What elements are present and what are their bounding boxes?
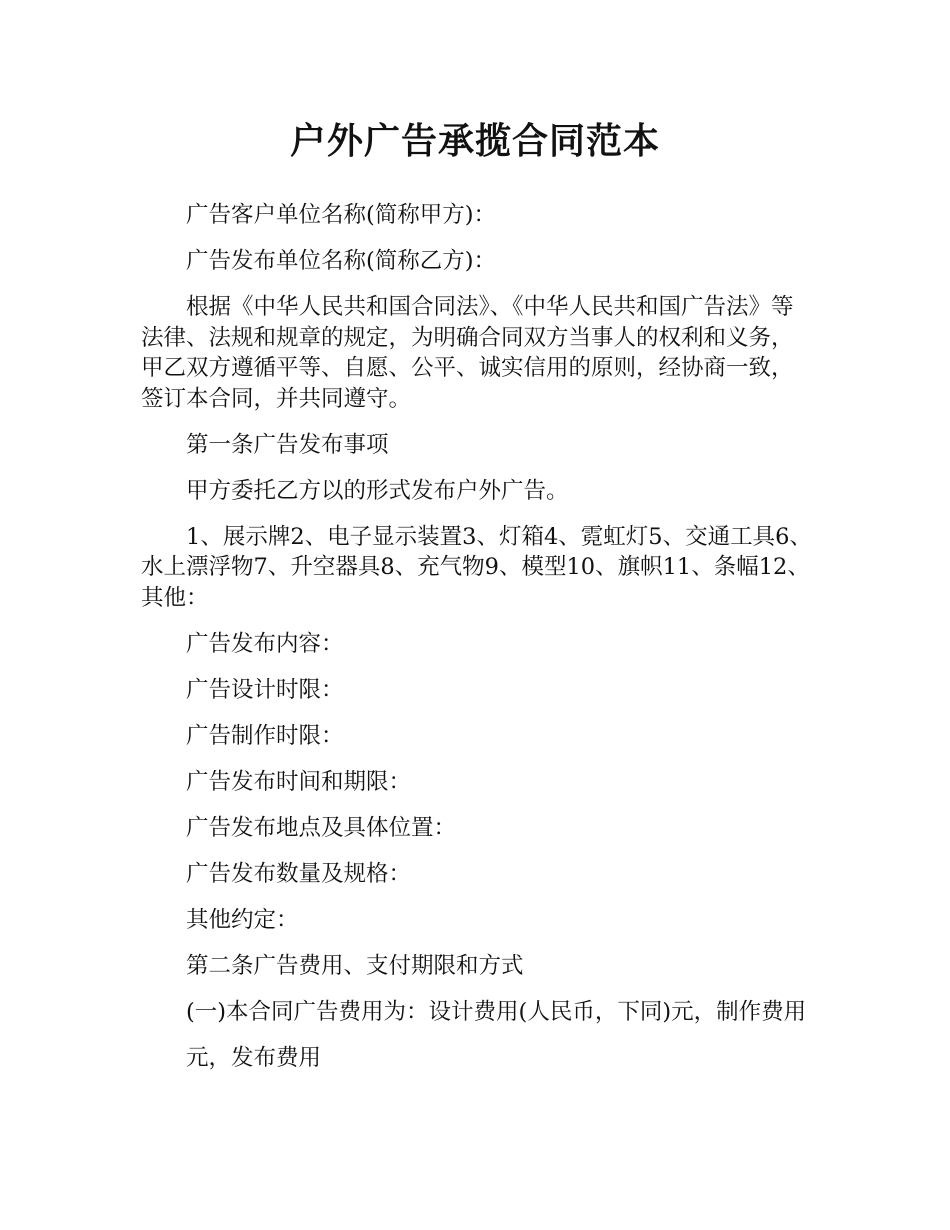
paragraph-production-time: 广告制作时限： [186, 722, 344, 749]
paragraph-article-1-heading: 第一条广告发布事项 [186, 431, 389, 458]
paragraph-preamble: 根据《中华人民共和国合同法》、《中华人民共和国广告法》等法律、法规和规章的规定，为明确合同双方当事人的权利和义务，甲乙双方遵循平等、自愿、公平、诚实信用的原则，经协商一致，签订本合同，并共同遵守。 [141, 294, 794, 412]
paragraph-publish-location: 广告发布地点及具体位置： [186, 814, 457, 841]
paragraph-party-a: 广告客户单位名称(简称甲方)： [186, 202, 497, 228]
paragraph-publish-period: 广告发布时间和期限： [186, 768, 412, 795]
paragraph-fee-publish: 元，发布费用 [186, 1044, 322, 1071]
paragraph-party-b: 广告发布单位名称(简称乙方)： [186, 248, 497, 274]
paragraph-ad-content: 广告发布内容： [186, 630, 344, 657]
document-title: 户外广告承揽合同范本 [289, 121, 660, 162]
paragraph-other-terms: 其他约定： [186, 906, 299, 933]
paragraph-entrust: 甲方委托乙方以的形式发布户外广告。 [186, 477, 569, 504]
paragraph-publish-quantity: 广告发布数量及规格： [186, 860, 412, 887]
paragraph-design-time: 广告设计时限： [186, 676, 344, 703]
paragraph-fee-design-production: (一)本合同广告费用为：设计费用(人民币，下同)元，制作费用 [186, 998, 807, 1025]
paragraph-ad-forms: 1、展示牌2、电子显示装置3、灯箱4、霓虹灯5、交通工具6、水上漂浮物7、升空器具8、充气物9、模型10、旗帜11、条幅12、其他： [141, 523, 812, 611]
paragraph-article-2-heading: 第二条广告费用、支付期限和方式 [186, 952, 524, 979]
document-body [141, 200, 813, 1089]
